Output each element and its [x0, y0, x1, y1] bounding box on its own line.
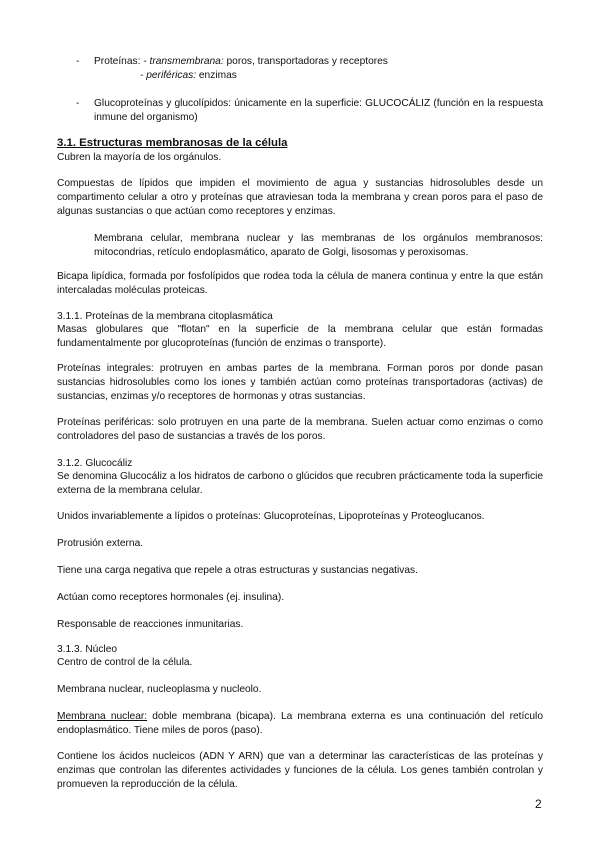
page-number: 2 [535, 797, 542, 811]
paragraph: Cubren la mayoría de los orgánulos. [57, 152, 222, 163]
term-perifericas-text: enzimas [198, 70, 237, 81]
term-transmembrana: - transmembrana: [143, 56, 227, 67]
paragraph: Membrana nuclear, nucleoplasma y nucleolo. [57, 684, 262, 695]
subsection-heading: 3.1.2. Glucocáliz [57, 458, 133, 469]
paragraph: Tiene una carga negativa que repele a otras estructuras y sustancias negativas. [57, 565, 418, 576]
paragraph: Bicapa lipídica, formada por fosfolípidos que rodea toda la célula de manera continua y entre la que están intercaladas moléculas proteicas. [57, 271, 543, 296]
bullet-dash: - [76, 98, 80, 109]
paragraph: Se denomina Glucocáliz a los hidratos de carbono o glúcidos que recubren prácticamente toda la superficie externa de la membrana celular. [57, 471, 543, 496]
paragraph: Unidos invariablemente a lípidos o proteínas: Glucoproteínas, Lipoproteínas y Proteoglucanos. [57, 511, 485, 522]
bullet-perifericas [140, 69, 540, 83]
term-membrana-nuclear: Membrana nuclear: [57, 711, 148, 722]
subsection-heading: 3.1.3. Núcleo [57, 644, 118, 655]
term-perifericas: - periféricas: [140, 70, 199, 81]
term-transmembrana-text: poros, transportadoras y receptores [226, 56, 388, 67]
paragraph-indented: Membrana celular, membrana nuclear y las membranas de los orgánulos membranosos: mitocondrias, retículo endoplasmático, aparato de Golgi, lisosomas y peroxisomas. [94, 233, 543, 258]
paragraph: Protrusión externa. [57, 538, 144, 549]
bullet-dash: - [76, 56, 80, 67]
paragraph: Contiene los ácidos nucleicos (ADN Y ARN) que van a determinar las características de las proteínas y enzimas que controlan las diferentes actividades y funciones de la célula. Los genes también controlan y promueven la reproducción de la célula. [57, 751, 543, 790]
bullet-proteinas [94, 55, 534, 69]
paragraph: Actúan como receptores hormonales (ej. insulina). [57, 592, 285, 603]
paragraph: Centro de control de la célula. [57, 657, 193, 668]
bullet-glucoproteinas: Glucoproteínas y glucolípidos: únicamente en la superficie: GLUCOCÁLIZ (función en la respuesta inmune del organismo) [94, 98, 543, 123]
paragraph-membrana-nuclear [57, 710, 543, 738]
subsection-heading: 3.1.1. Proteínas de la membrana citoplasmática [57, 311, 273, 322]
paragraph: Compuestas de lípidos que impiden el movimiento de agua y sustancias hidrosolubles desde un compartimento celular a otro y proteínas que atraviesan toda la membrana y crean poros para el paso de algunas sustancias o que actúan como receptores y enzimas. [57, 178, 543, 217]
paragraph: Proteínas periféricas: solo protruyen en una parte de la membrana. Suelen actuar como enzimas o como controladores del paso de sustancias a través de los poros. [57, 417, 543, 442]
membrana-nuclear-text: doble membrana (bicapa). La membrana externa es una continuación del retículo endoplasmático. Tiene miles de poros (paso). [57, 711, 543, 736]
paragraph: Responsable de reacciones inmunitarias. [57, 619, 244, 630]
paragraph: Masas globulares que "flotan" en la superficie de la membrana celular que están formadas fundamentalmente por glucoproteínas (función de enzimas o transporte). [57, 324, 543, 349]
section-title: 3.1. Estructuras membranosas de la célula [57, 137, 288, 149]
paragraph: Proteínas integrales: protruyen en ambas partes de la membrana. Forman poros por donde pasan sustancias hidrosolubles como los iones y también actúan como proteínas transportadoras (activas) de sustancias, enzimas y/o receptores de hormonas y otras sustancias. [57, 363, 543, 402]
bullet-label: Proteínas: [94, 56, 144, 67]
